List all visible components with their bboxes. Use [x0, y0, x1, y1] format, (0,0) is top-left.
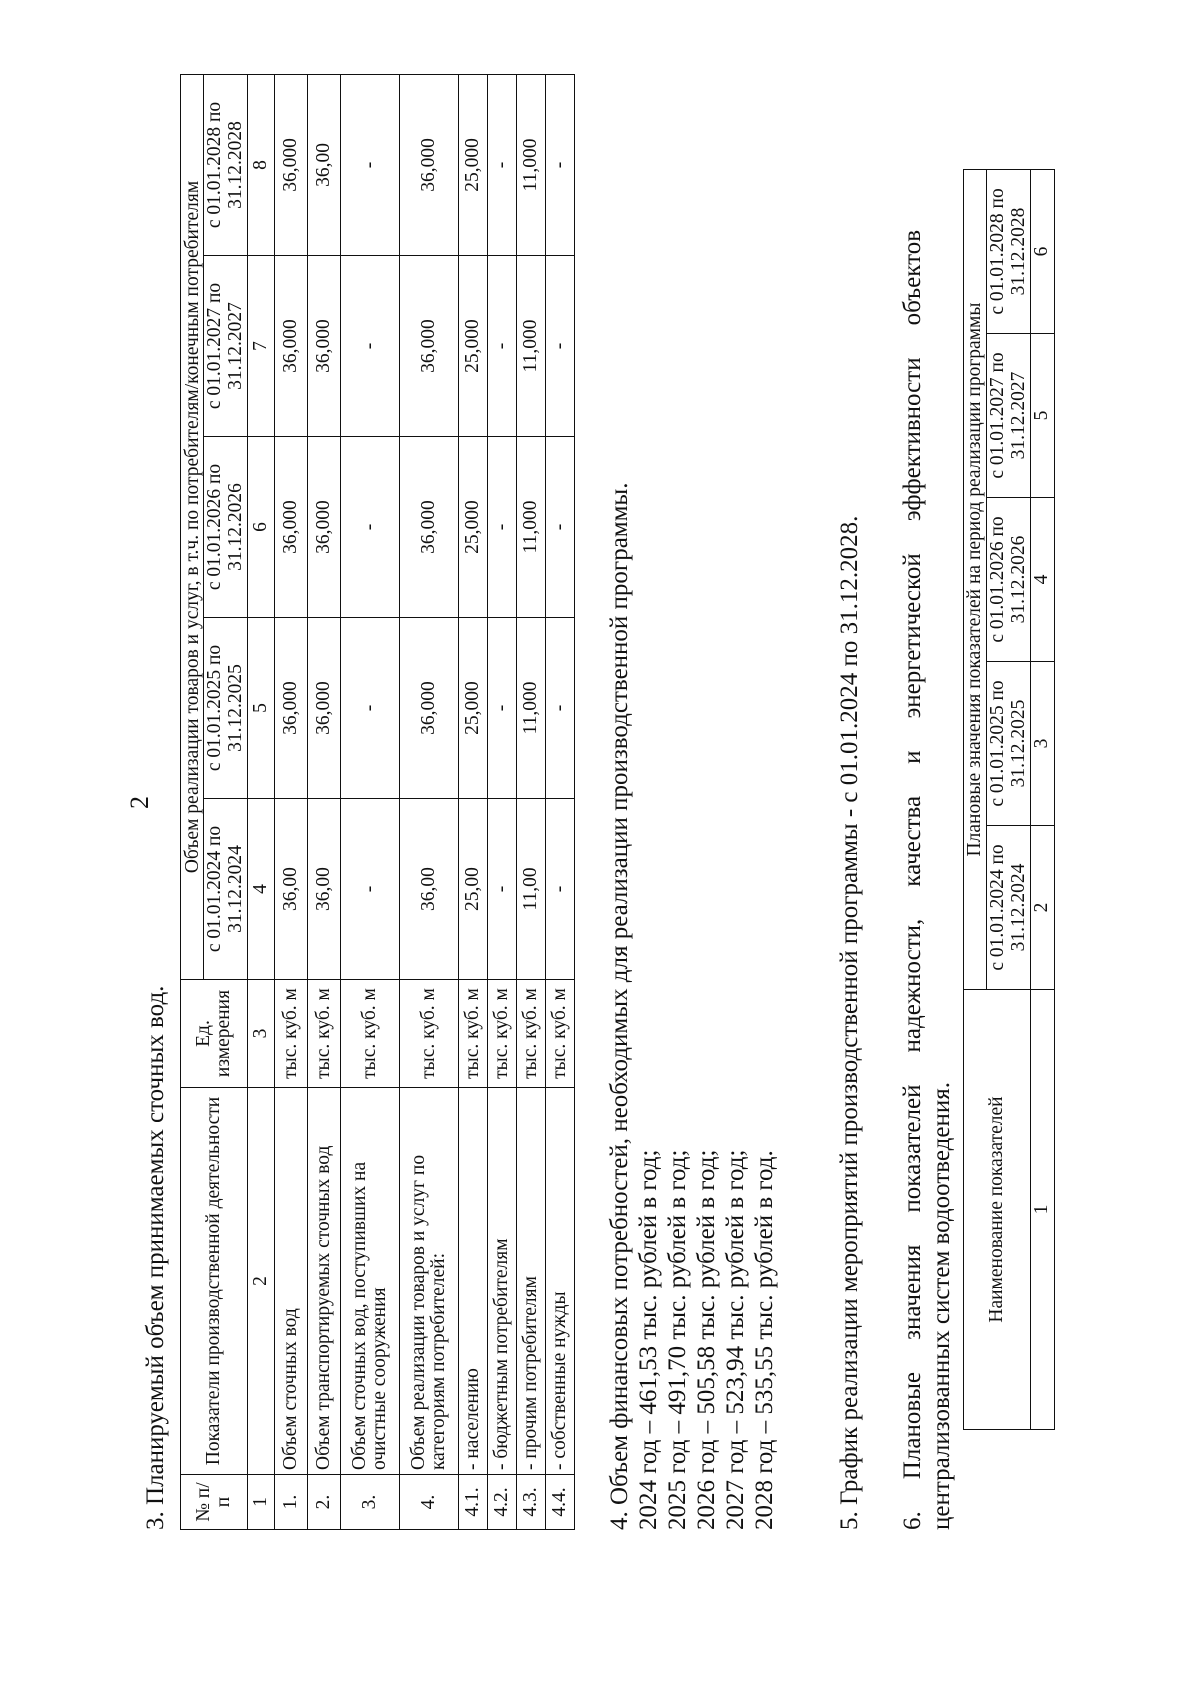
row-value: 36,00: [308, 799, 341, 980]
section-6-word: качества: [899, 795, 926, 887]
row-value: 11,000: [517, 618, 546, 799]
row-value: 11,000: [517, 256, 546, 437]
table-row: [459, 74, 488, 1529]
section-6-word: показателей: [899, 1084, 926, 1213]
row-value: -: [341, 437, 400, 618]
section-4-title: 4. Объем финансовых потребностей, необходимых для реализации производственной программы.: [606, 482, 633, 1530]
section-6-line-1: [898, 230, 927, 1530]
row-num: 4.3.: [517, 1475, 546, 1530]
header-period: с 01.01.2027 по 31.12.2027: [204, 256, 248, 437]
header-period: с 01.01.2025 по 31.12.2025: [204, 618, 248, 799]
column-number: 8: [248, 74, 275, 255]
row-num: 2.: [308, 1475, 341, 1530]
row-name: Объем сточных вод, поступивших на очистные сооружения: [341, 1088, 400, 1475]
finance-line: 2026 год – 505,58 тыс. рублей в год;: [693, 1149, 720, 1530]
column-number: 1: [248, 1475, 275, 1530]
reliability-indicators-table: [963, 169, 1055, 1430]
header-period: с 01.01.2028 по 31.12.2028: [204, 74, 248, 255]
row-value: 25,000: [459, 618, 488, 799]
header-period: с 01.01.2024 по 31.12.2024: [987, 826, 1031, 990]
row-unit: тыс. куб. м: [275, 980, 308, 1088]
row-unit: тыс. куб. м: [546, 980, 575, 1088]
column-number: 6: [248, 437, 275, 618]
section-6-word: значения: [899, 1244, 926, 1340]
column-number: 3: [1031, 662, 1054, 826]
table-row: [546, 74, 575, 1529]
section-5-text: 5. График реализации мероприятий производственной программы - с 01.01.2024 по 31.12.2028.: [836, 515, 863, 1530]
table-row: [341, 74, 400, 1529]
row-unit: тыс. куб. м: [400, 980, 459, 1088]
row-unit: тыс. куб. м: [459, 980, 488, 1088]
row-value: 36,000: [308, 256, 341, 437]
header-period: с 01.01.2028 по 31.12.2028: [987, 169, 1031, 333]
row-name: - прочим потребителям: [517, 1088, 546, 1475]
row-value: 36,00: [308, 74, 341, 255]
row-num: 3.: [341, 1475, 400, 1530]
header-period: с 01.01.2027 по 31.12.2027: [987, 334, 1031, 498]
header-unit: Ед. измерения: [181, 980, 248, 1088]
row-value: -: [488, 256, 517, 437]
row-num: 4.: [400, 1475, 459, 1530]
row-num: 4.4.: [546, 1475, 575, 1530]
row-num: 4.2.: [488, 1475, 517, 1530]
section-6-word: объектов: [899, 230, 926, 326]
header-indicator: Показатели производственной деятельности: [181, 1088, 248, 1475]
row-name: - собственные нужды: [546, 1088, 575, 1475]
row-value: -: [488, 74, 517, 255]
finance-line: 2027 год – 523,94 тыс. рублей в год;: [722, 1149, 749, 1530]
table-row: [517, 74, 546, 1529]
row-value: 25,000: [459, 437, 488, 618]
row-value: 36,00: [275, 799, 308, 980]
row-value: -: [488, 437, 517, 618]
row-value: -: [546, 256, 575, 437]
row-name: Объем реализации товаров и услуг по категориям потребителей:: [400, 1088, 459, 1475]
row-value: -: [546, 74, 575, 255]
row-value: 36,000: [400, 618, 459, 799]
row-name: - населению: [459, 1088, 488, 1475]
header-indicator-name: Наименование показателей: [964, 990, 1031, 1430]
finance-line: 2025 год – 491,70 тыс. рублей в год;: [664, 1149, 691, 1530]
finance-line: 2028 год – 535,55 тыс. рублей в год.: [751, 1150, 778, 1530]
column-number: 4: [1031, 498, 1054, 662]
row-unit: тыс. куб. м: [341, 980, 400, 1088]
row-value: 25,000: [459, 256, 488, 437]
finance-line: 2024 год – 461,53 тыс. рублей в год;: [635, 1149, 662, 1530]
row-name: - бюджетным потребителям: [488, 1088, 517, 1475]
row-unit: тыс. куб. м: [517, 980, 546, 1088]
section-6-word: и: [899, 750, 926, 764]
row-value: -: [546, 799, 575, 980]
row-value: -: [546, 618, 575, 799]
header-period: с 01.01.2025 по 31.12.2025: [987, 662, 1031, 826]
header-group: Объем реализации товаров и услуг, в т.ч. по потребителям/конечным потребителям: [181, 74, 204, 979]
header-period: с 01.01.2026 по 31.12.2026: [204, 437, 248, 618]
section-3-title: 3. Планируемый объем принимаемых сточных вод.: [142, 985, 169, 1530]
table-row: [400, 74, 459, 1529]
row-value: 36,000: [308, 437, 341, 618]
row-value: 25,000: [459, 74, 488, 255]
section-4: [605, 483, 779, 1530]
column-number: 2: [1031, 826, 1054, 990]
row-num: 4.1.: [459, 1475, 488, 1530]
table-row: [488, 74, 517, 1529]
table-row: [275, 74, 308, 1529]
column-number: 3: [248, 980, 275, 1088]
row-unit: тыс. куб. м: [488, 980, 517, 1088]
row-value: 36,000: [275, 437, 308, 618]
row-value: 36,000: [275, 618, 308, 799]
row-value: 36,000: [400, 437, 459, 618]
column-number: 6: [1031, 169, 1054, 333]
section-6-line-2: централизованных систем водоотведения.: [928, 1082, 955, 1530]
row-value: 36,000: [308, 618, 341, 799]
page-number: 2: [125, 796, 154, 809]
row-value: -: [341, 74, 400, 255]
section-6-word: 6.: [899, 1511, 926, 1530]
row-value: 36,000: [400, 256, 459, 437]
column-number: 1: [1031, 990, 1054, 1430]
header-num: № п/п: [181, 1475, 248, 1530]
row-value: -: [341, 799, 400, 980]
row-value: 36,00: [400, 799, 459, 980]
row-value: -: [488, 799, 517, 980]
row-name: Объем сточных вод: [275, 1088, 308, 1475]
header-period: с 01.01.2026 по 31.12.2026: [987, 498, 1031, 662]
column-number: 2: [248, 1088, 275, 1475]
wastewater-volume-table: [180, 74, 575, 1530]
row-name: Объем транспортируемых сточных вод: [308, 1088, 341, 1475]
column-number: 7: [248, 256, 275, 437]
table-row: [308, 74, 341, 1529]
row-unit: тыс. куб. м: [308, 980, 341, 1088]
row-value: 36,000: [275, 256, 308, 437]
row-value: 11,000: [517, 74, 546, 255]
section-6-word: Плановые: [899, 1371, 926, 1480]
row-value: 36,000: [400, 74, 459, 255]
row-value: -: [488, 618, 517, 799]
row-value: -: [546, 437, 575, 618]
column-number: 5: [248, 618, 275, 799]
header-period: с 01.01.2024 по 31.12.2024: [204, 799, 248, 980]
row-value: 11,00: [517, 799, 546, 980]
row-value: -: [341, 618, 400, 799]
section-6-word: надежности,: [899, 918, 926, 1053]
header-planned-values: Плановые значения показателей на период реализации программы: [964, 169, 987, 989]
row-num: 1.: [275, 1475, 308, 1530]
row-value: 36,000: [275, 74, 308, 255]
column-number: 4: [248, 799, 275, 980]
column-number: 5: [1031, 334, 1054, 498]
row-value: 25,00: [459, 799, 488, 980]
row-value: 11,000: [517, 437, 546, 618]
section-6-title: [898, 170, 956, 1530]
row-value: -: [341, 256, 400, 437]
section-6-word: энергетической: [899, 553, 926, 719]
section-6-word: эффективности: [899, 357, 926, 522]
document-page: [120, 75, 1115, 1530]
